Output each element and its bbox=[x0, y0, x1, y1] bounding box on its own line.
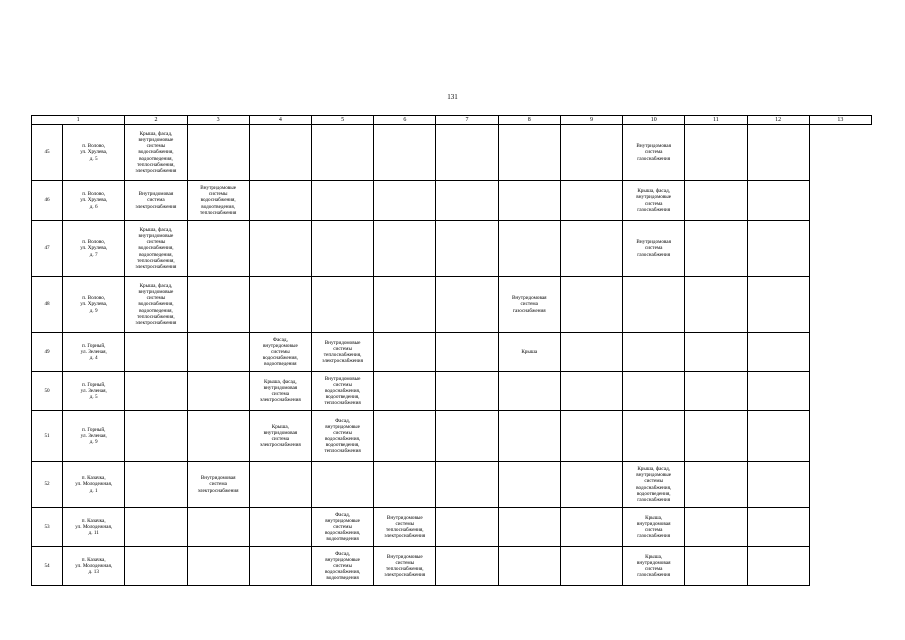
row-number-cell bbox=[32, 411, 63, 462]
work-cell bbox=[249, 411, 311, 462]
work-cell bbox=[125, 181, 187, 221]
row-number-cell bbox=[32, 277, 63, 333]
table-row bbox=[32, 508, 872, 547]
work-cell bbox=[374, 333, 436, 372]
row-number-cell bbox=[32, 462, 63, 508]
cell-text: 50 bbox=[44, 387, 50, 394]
work-cell bbox=[374, 221, 436, 277]
row-number-cell bbox=[32, 547, 63, 586]
work-cell bbox=[747, 181, 809, 221]
cell-text: Крыша, внутридомовая система газоснабжения bbox=[636, 514, 671, 540]
work-cell bbox=[747, 508, 809, 547]
cell-text: 53 bbox=[44, 523, 50, 530]
work-cell bbox=[498, 372, 560, 411]
work-cell bbox=[685, 125, 747, 181]
cell-text: Внутридомовые системы водоснабжения, водоотведения, теплоснабжения bbox=[200, 185, 237, 216]
work-cell bbox=[187, 411, 249, 462]
column-header: 12 bbox=[747, 116, 809, 125]
column-header: 6 bbox=[374, 116, 436, 125]
work-cell bbox=[311, 333, 373, 372]
cell-text: Внутридомовая система газоснабжения bbox=[511, 295, 547, 314]
work-cell bbox=[685, 462, 747, 508]
work-cell bbox=[747, 125, 809, 181]
work-cell bbox=[436, 221, 498, 277]
work-cell bbox=[187, 221, 249, 277]
address-cell bbox=[63, 277, 125, 333]
cell-text: Фасад, внутридомовые системы водоснабжения, водоотведения bbox=[262, 336, 298, 368]
column-header: 11 bbox=[685, 116, 747, 125]
cell-text: п. Волово, ул. Хрулева, д. 7 bbox=[80, 239, 108, 258]
work-cell bbox=[685, 333, 747, 372]
work-cell bbox=[187, 372, 249, 411]
work-cell bbox=[249, 125, 311, 181]
cell-text: п. Волово, ул. Хрулева, д. 5 bbox=[80, 143, 108, 162]
column-header: 5 bbox=[311, 116, 373, 125]
work-cell bbox=[311, 221, 373, 277]
column-header: 2 bbox=[125, 116, 187, 125]
column-header: 13 bbox=[809, 116, 871, 125]
work-cell bbox=[560, 181, 622, 221]
work-cell bbox=[249, 333, 311, 372]
work-cell bbox=[498, 221, 560, 277]
work-cell bbox=[560, 508, 622, 547]
address-cell bbox=[63, 547, 125, 586]
table-row bbox=[32, 277, 872, 333]
column-header: 1 bbox=[32, 116, 125, 125]
cell-text: Внутридомовые системы водоснабжения, водоотведения, теплоснабжения bbox=[324, 375, 361, 407]
row-number-cell bbox=[32, 333, 63, 372]
work-cell bbox=[623, 221, 685, 277]
work-cell bbox=[125, 547, 187, 586]
address-cell bbox=[63, 508, 125, 547]
work-cell bbox=[125, 508, 187, 547]
page-number: 131 bbox=[447, 93, 458, 101]
row-number-cell bbox=[32, 181, 63, 221]
work-cell bbox=[311, 508, 373, 547]
work-cell bbox=[187, 547, 249, 586]
cell-text: Внутридомовые системы теплоснабжения, электроснабжения bbox=[384, 514, 426, 540]
address-cell bbox=[63, 221, 125, 277]
work-cell bbox=[436, 462, 498, 508]
work-cell bbox=[685, 277, 747, 333]
column-header: 4 bbox=[249, 116, 311, 125]
cell-text: 46 bbox=[44, 197, 50, 204]
cell-text: п. Горный, ул. Зеленая, д. 4 bbox=[80, 342, 107, 362]
work-cell bbox=[374, 462, 436, 508]
table-row bbox=[32, 125, 872, 181]
repair-schedule-table bbox=[31, 115, 872, 586]
cell-text: Крыша, фасад, внутридомовые системы водоснабжения, водоотведения, теплоснабжения, электроснабжения bbox=[135, 283, 177, 326]
address-cell bbox=[63, 333, 125, 372]
cell-text: Крыша, внутридомовая система электроснабжения bbox=[259, 423, 301, 449]
work-cell bbox=[747, 372, 809, 411]
work-cell bbox=[187, 125, 249, 181]
work-cell bbox=[187, 508, 249, 547]
work-cell bbox=[560, 333, 622, 372]
work-cell bbox=[747, 221, 809, 277]
work-cell bbox=[311, 547, 373, 586]
cell-text: Крыша, фасад, внутридомовая система электроснабжения bbox=[259, 378, 301, 404]
work-cell bbox=[623, 333, 685, 372]
cell-text: Фасад, внутридомовые системы водоснабжения, водоотведения bbox=[325, 550, 361, 582]
work-cell bbox=[685, 508, 747, 547]
cell-text: Крыша, фасад, внутридомовые система газоснабжения bbox=[636, 188, 672, 213]
work-cell bbox=[249, 547, 311, 586]
cell-text: 45 bbox=[44, 149, 50, 156]
table-row bbox=[32, 462, 872, 508]
work-cell bbox=[374, 547, 436, 586]
work-cell bbox=[623, 547, 685, 586]
work-cell bbox=[249, 181, 311, 221]
work-cell bbox=[560, 125, 622, 181]
work-cell bbox=[374, 508, 436, 547]
table-row bbox=[32, 181, 872, 221]
work-cell bbox=[560, 221, 622, 277]
row-number-cell bbox=[32, 221, 63, 277]
work-cell bbox=[623, 462, 685, 508]
cell-text: 51 bbox=[44, 432, 50, 439]
work-cell bbox=[623, 277, 685, 333]
work-cell bbox=[311, 125, 373, 181]
work-cell bbox=[187, 181, 249, 221]
work-cell bbox=[125, 221, 187, 277]
work-cell bbox=[498, 333, 560, 372]
work-cell bbox=[498, 411, 560, 462]
cell-text: п. Волово, ул. Хрулева, д. 9 bbox=[80, 295, 108, 314]
work-cell bbox=[249, 508, 311, 547]
work-cell bbox=[374, 277, 436, 333]
work-cell bbox=[374, 372, 436, 411]
work-cell bbox=[249, 277, 311, 333]
column-header: 8 bbox=[498, 116, 560, 125]
column-header: 3 bbox=[187, 116, 249, 125]
work-cell bbox=[623, 372, 685, 411]
cell-text: Внутридомовая система электроснабжения bbox=[197, 475, 239, 494]
cell-text: п. Казачка, ул. Молодежная, д. 13 bbox=[75, 556, 113, 576]
work-cell bbox=[125, 372, 187, 411]
cell-text: Крыша, фасад, внутридомовые системы водоснабжения, водоотведения, теплоснабжения, электроснабжения bbox=[135, 131, 177, 174]
cell-text: 49 bbox=[44, 348, 50, 355]
work-cell bbox=[685, 181, 747, 221]
work-cell bbox=[560, 462, 622, 508]
work-cell bbox=[436, 125, 498, 181]
work-cell bbox=[311, 372, 373, 411]
work-cell bbox=[747, 462, 809, 508]
work-cell bbox=[623, 411, 685, 462]
cell-text: Внутридомовая система газоснабжения bbox=[636, 143, 671, 162]
column-header: 9 bbox=[560, 116, 622, 125]
work-cell bbox=[311, 411, 373, 462]
cell-text: 47 bbox=[44, 245, 50, 252]
cell-text: Фасад, внутридомовые системы водоснабжения, водоотведения bbox=[325, 511, 361, 543]
work-cell bbox=[747, 333, 809, 372]
work-cell bbox=[747, 277, 809, 333]
column-header: 10 bbox=[623, 116, 685, 125]
cell-text: п. Казачка, ул. Молодежная, д. 1 bbox=[75, 475, 113, 494]
work-cell bbox=[498, 277, 560, 333]
cell-text: п. Волово, ул. Хрулева, д. 6 bbox=[80, 191, 108, 210]
table-row bbox=[32, 411, 872, 462]
address-cell bbox=[63, 411, 125, 462]
cell-text: Крыша bbox=[521, 348, 538, 355]
cell-text: п. Горный, ул. Зеленая, д. 9 bbox=[80, 426, 107, 446]
cell-text: 48 bbox=[44, 301, 50, 308]
work-cell bbox=[187, 333, 249, 372]
work-cell bbox=[685, 221, 747, 277]
work-cell bbox=[685, 547, 747, 586]
work-cell bbox=[498, 508, 560, 547]
cell-text: Крыша, фасад, внутридомовые системы водоснабжения, водоотведения, газоснабжения bbox=[636, 466, 672, 503]
work-cell bbox=[498, 547, 560, 586]
cell-text: 52 bbox=[44, 481, 50, 488]
cell-text: п. Горный, ул. Зеленая, д. 5 bbox=[80, 381, 107, 401]
address-cell bbox=[63, 462, 125, 508]
work-cell bbox=[125, 462, 187, 508]
address-cell bbox=[63, 372, 125, 411]
work-cell bbox=[187, 462, 249, 508]
work-cell bbox=[125, 411, 187, 462]
address-cell bbox=[63, 125, 125, 181]
work-cell bbox=[623, 508, 685, 547]
cell-text: Крыша, фасад, внутридомовые системы водоснабжения, водоотведения, теплоснабжения, электроснабжения bbox=[135, 227, 177, 270]
work-cell bbox=[311, 277, 373, 333]
work-cell bbox=[685, 372, 747, 411]
work-cell bbox=[187, 277, 249, 333]
work-cell bbox=[249, 462, 311, 508]
work-cell bbox=[436, 547, 498, 586]
table-row bbox=[32, 372, 872, 411]
work-cell bbox=[125, 125, 187, 181]
cell-text: Фасад, внутридомовые системы водоснабжения, водоотведения, теплоснабжения bbox=[324, 417, 361, 455]
work-cell bbox=[747, 411, 809, 462]
work-cell bbox=[374, 411, 436, 462]
work-cell bbox=[436, 181, 498, 221]
cell-text: 54 bbox=[44, 562, 50, 569]
work-cell bbox=[685, 411, 747, 462]
work-cell bbox=[560, 277, 622, 333]
work-cell bbox=[498, 462, 560, 508]
work-cell bbox=[623, 125, 685, 181]
cell-text: п. Казачка, ул. Молодежная, д. 11 bbox=[75, 517, 113, 537]
work-cell bbox=[249, 372, 311, 411]
work-cell bbox=[498, 181, 560, 221]
work-cell bbox=[249, 221, 311, 277]
row-number-cell bbox=[32, 125, 63, 181]
cell-text: Внутридомовые системы теплоснабжения, электроснабжения bbox=[384, 553, 426, 579]
row-number-cell bbox=[32, 372, 63, 411]
work-cell bbox=[498, 125, 560, 181]
work-cell bbox=[747, 547, 809, 586]
work-cell bbox=[311, 181, 373, 221]
work-cell bbox=[374, 125, 436, 181]
work-cell bbox=[623, 181, 685, 221]
work-cell bbox=[436, 372, 498, 411]
work-cell bbox=[436, 411, 498, 462]
work-cell bbox=[436, 508, 498, 547]
address-cell bbox=[63, 181, 125, 221]
work-cell bbox=[560, 372, 622, 411]
work-cell bbox=[436, 333, 498, 372]
work-cell bbox=[311, 462, 373, 508]
work-cell bbox=[436, 277, 498, 333]
row-number-cell bbox=[32, 508, 63, 547]
cell-text: Внутридомовые системы теплоснабжения, электроснабжения bbox=[322, 339, 363, 365]
work-cell bbox=[560, 547, 622, 586]
cell-text: Внутридомовая система газоснабжения bbox=[636, 239, 671, 258]
work-cell bbox=[560, 411, 622, 462]
header-row bbox=[32, 116, 872, 125]
column-header: 7 bbox=[436, 116, 498, 125]
work-cell bbox=[374, 181, 436, 221]
cell-text: Крыша, внутридомовая система газоснабжения bbox=[636, 553, 671, 579]
work-cell bbox=[125, 333, 187, 372]
table-row bbox=[32, 221, 872, 277]
cell-text: Внутридомовая система электроснабжения bbox=[135, 191, 177, 210]
table-row bbox=[32, 333, 872, 372]
table-row bbox=[32, 547, 872, 586]
work-cell bbox=[125, 277, 187, 333]
